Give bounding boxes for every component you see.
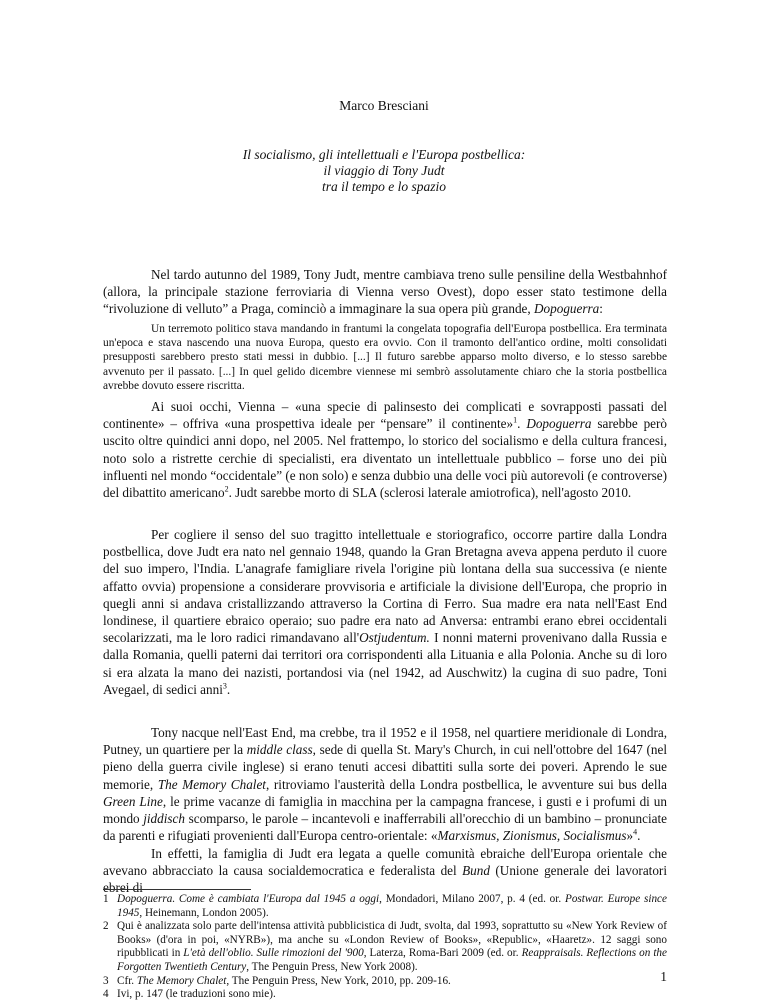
- title-line-3: tra il tempo e lo spazio: [321, 179, 447, 194]
- footnote-3: 3 Cfr. The Memory Chalet, The Penguin Press, New York, 2010, pp. 209-16.: [103, 974, 451, 987]
- paragraph-4: Tony nacque nell'East End, ma crebbe, tra il 1952 e il 1958, nel quartiere meridionale di Londra, Putney, un quartiere per la middle class, sede di quella St. Mary's Church, in cui nell'ottobre del 1647 (nel pieno della guerra civile inglese) si erano tenuti accesi dibattiti sulla sorte dei poveri. Aprendo le sue memorie, The Memory Chalet, ritroviamo l'austerità della Londra postbellica, le avventure sui bus della Green Line, le prime vacanze di famiglia in macchina per la campagna francese, i gusti e i profumi di un mondo jiddisch scomparso, le parole – incantevoli e inafferrabili all'orecchio di un bambino – pronunciate da parenti e rifugiati provenienti dall'Europa centro-orientale: «Marxismus, Zionismus, Socialismus»$^4$.: [103, 725, 668, 844]
- footnotes: [103, 893, 667, 1002]
- author-name: Marco Bresciani: [339, 98, 429, 113]
- paragraph-1: Nel tardo autunno del 1989, Tony Judt, mentre cambiava treno sulle pensiline della Westbahnhof (allora, la principale stazione ferroviaria di Vienna verso Ovest), dopo esser stato testimone della “rivoluzione di velluto” a Praga, cominciò a immaginare la sua opera più grande, Dopoguerra:: [103, 267, 667, 317]
- paragraph-3: Per cogliere il senso del suo tragitto intellettuale e storiografico, occorre partire dalla Londra postbellica, dove Judt era nato nel gennaio 1948, quando la Gran Bretagna aveva appena perduto il cuore del suo impero, l'India. L'anagrafe famigliare rivela l'origine più lontana della sua successiva (e niente affatto ovvia) propensione a considerare provvisoria e artificiale la divisione dell'Europa, che proprio in quegli anni si andava cristallizzando attraverso la Cortina di Ferro. Sua madre era nata nell'East End londinese, il quartiere ebraico operaio; suo padre era nato ad Anversa: entrambi erano ebrei occidentali secolarizzati, ma le loro radici rimandavano all'Ostjudentum. I nonni materni provenivano dalla Russia e dalla Romania, quelli paterni dai territori ora corrispondenti alla Lituania e alla Polonia. Anche su di loro si era alzata la mano dei nazisti, portandosi via (nel 1942, ad Auschwitz) la cugina di suo padre, Toni Avegael, di sedici anni$^3$.: [103, 527, 667, 697]
- paragraph-5: In effetti, la famiglia di Judt era legata a quelle comunità ebraiche dell'Europa orientale che avevano abbracciato la causa socialdemocratica e federalista del Bund (Unione generale dei lavoratori ebrei di: [103, 846, 667, 896]
- footnote-ref-3[interactable]: 3: [222, 681, 227, 691]
- footnote-separator: [103, 889, 251, 890]
- article-title: [0, 147, 768, 195]
- title-line-2: il viaggio di Tony Judt: [323, 163, 445, 178]
- footnote-4: 4 Ivi, p. 147 (le traduzioni sono mie).: [103, 988, 276, 1001]
- footnote-ref-2[interactable]: 2: [224, 484, 229, 494]
- footnote-2: 2 Qui è analizzata solo parte dell'intensa attività pubblicistica di Judt, svolta, dal 1993, soprattutto su «New York Review of Books» (d'ora in poi, «NYRB»), ma anche su «London Review of Books», «Republic», «Haaretz». 12 saggi sono ripubblicati in L'età dell'oblio. Sulle rimozioni del '900, Laterza, Roma-Bari 2009 (ed. or. Reappraisals. Reflections on the Forgotten Twentieth Century, The Penguin Press, New York 2008).: [103, 920, 667, 973]
- footnote-ref-1[interactable]: 1: [513, 415, 518, 425]
- paragraph-2: Ai suoi occhi, Vienna – «una specie di palinsesto dei complicati e sovrapposti passati del continente» – offriva «una prospettiva ideale per “pensare” il continente»$^1$. Dopoguerra sarebbe però uscito oltre quindici anni dopo, nel 2005. Nel frattempo, lo storico del socialismo e della cultura francesi, noto solo a ristrette cerchie di specialisti, era diventato un intellettuale pubblico – forse uno dei più influenti nel mondo “occidentale” (e non solo) e senza dubbio una delle voci più autorevoli (e controverse) del dibattito americano$^2$. Judt sarebbe morto di SLA (sclerosi laterale amiotrofica), nell'agosto 2010.: [103, 399, 668, 501]
- block-quote: Un terremoto politico stava mandando in frantumi la congelata topografia dell'Europa postbellica. Era terminata un'epoca e stava nascendo una nuova Europa, questo era ovvio. Con il tramonto dell'antico ordine, molti consolidati presupposti sarebbero presto stati messi in dubbio. [...] Il futuro sarebbe apparso molto diverso, e lo stesso sarebbe avvenuto per il passato. [...] In quel gelido dicembre viennese mi sembrò assolutamente chiaro che la storia postbellica avrebbe dovuto essere riscritta.: [103, 323, 667, 392]
- page-number: 1: [660, 969, 667, 984]
- title-line-1: Il socialismo, gli intellettuali e l'Europa postbellica:: [242, 147, 526, 162]
- footnote-1: 1 Dopoguerra. Come è cambiata l'Europa dal 1945 a oggi, Mondadori, Milano 2007, p. 4 (ed. or. Postwar. Europe since 1945, Heinemann, London 2005).: [103, 893, 667, 919]
- footnote-ref-4[interactable]: 4: [633, 827, 638, 837]
